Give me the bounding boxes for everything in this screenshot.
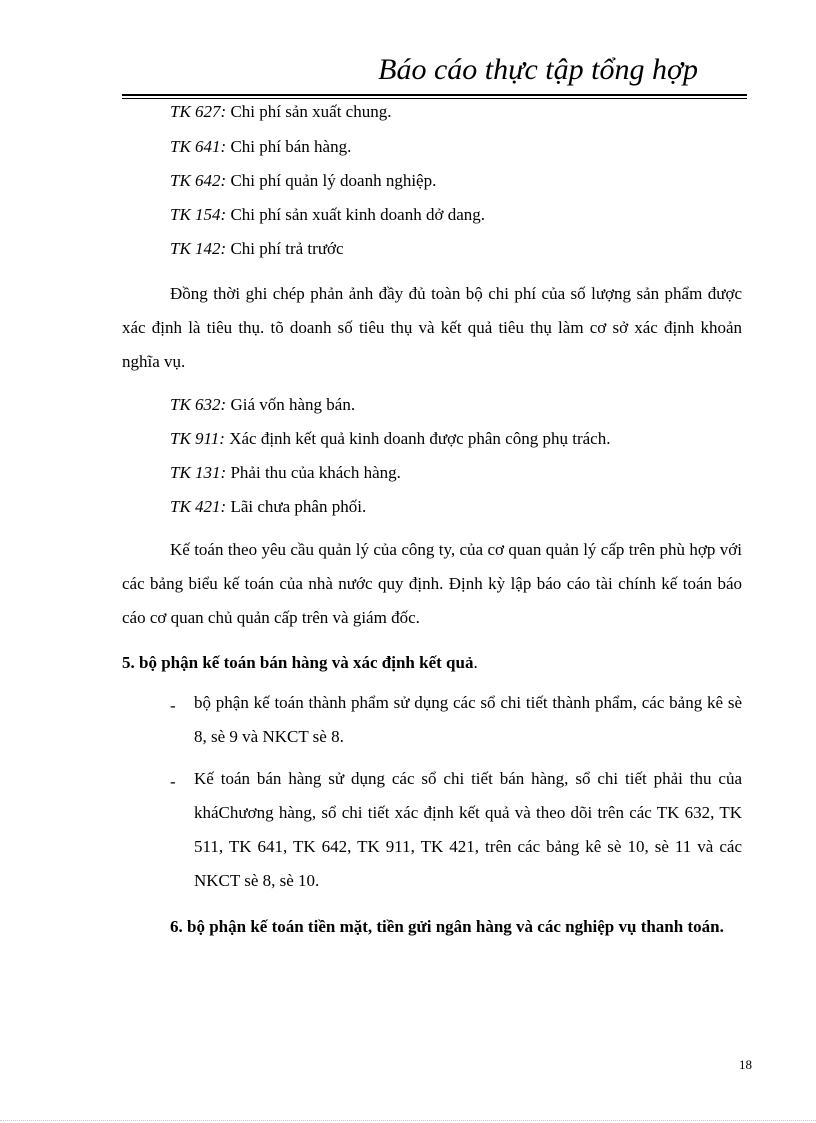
account-description: Giá vốn hàng bán. [226,395,356,414]
account-code: TK 627: [170,102,227,121]
account-line [170,102,391,122]
account-line [170,205,485,225]
header-rule-thick [122,94,747,96]
account-description: Chi phí trả trước [226,239,344,258]
section-5-heading [122,653,478,673]
account-code: TK 911: [170,429,225,448]
account-description: Chi phí sản xuất chung. [226,102,392,121]
account-line [170,171,436,191]
body-paragraph [122,277,742,379]
account-code: TK 632: [170,395,227,414]
account-line [170,395,355,415]
bullet-dash: - [170,696,176,715]
account-description: Phải thu của khách hàng. [226,463,401,482]
bullet-item: Kế toán bán hàng sử dụng các sổ chi tiết bán hàng, sổ chi tiết phải thu của kháChương hàng, sổ chi tiết xác định kết quả và theo dõi trên các TK 632, TK 511, TK 641, TK 642, TK 911, TK 421, trên các bảng kê sè 10, sè 11 và các NKCT sè 8, sè 10. [194,769,742,890]
account-code: TK 421: [170,497,227,516]
page-header-title: Báo cáo thực tập tổng hợp [378,53,698,86]
account-line [170,463,401,483]
account-line [170,239,344,259]
account-line [170,429,610,449]
section-5-heading-text: 5. bộ phận kế toán bán hàng và xác định kết quả [122,653,474,672]
account-description: Lãi chưa phân phối. [226,497,367,516]
bullet-item: bộ phận kế toán thành phẩm sử dụng các sổ chi tiết thành phẩm, các bảng kê sè 8, sè 9 và NKCT sè 8. [194,693,742,746]
account-description: Chi phí quản lý doanh nghiệp. [226,171,437,190]
page-number: 18 [739,1057,752,1072]
account-description: Chi phí sản xuất kinh doanh dở dang. [226,205,485,224]
header-rule-thin [122,98,747,99]
account-code: TK 642: [170,171,227,190]
account-code: TK 131: [170,463,227,482]
account-description: Xác định kết quả kinh doanh được phân công phụ trách. [224,429,611,448]
body-paragraph [122,533,742,635]
account-code: TK 154: [170,205,227,224]
bullet-dash: - [170,772,176,791]
account-description: Chi phí bán hàng. [226,137,352,156]
section-5-heading-period: . [473,653,478,672]
paragraph-text: Kế toán theo yêu cầu quản lý của công ty, của cơ quan quản lý cấp trên phù hợp với các bảng biểu kế toán của nhà nước quy định. Định kỳ lập báo cáo tài chính kế toán báo cáo cơ quan chủ quản cấp trên và giám đốc. [122,540,742,627]
account-code: TK 641: [170,137,227,156]
page-bottom-edge [0,1120,816,1121]
account-line [170,497,366,517]
paragraph-text: Đồng thời ghi chép phản ảnh đầy đủ toàn bộ chi phí của số lượng sản phẩm được xác định là tiêu thụ. tõ doanh số tiêu thụ và kết quả tiêu thụ làm cơ sở xác định khoản nghĩa vụ. [122,284,742,371]
section-6-heading: 6. bộ phận kế toán tiền mặt, tiền gửi ngân hàng và các nghiệp vụ thanh toán. [170,917,724,936]
account-code: TK 142: [170,239,227,258]
account-line [170,137,351,157]
